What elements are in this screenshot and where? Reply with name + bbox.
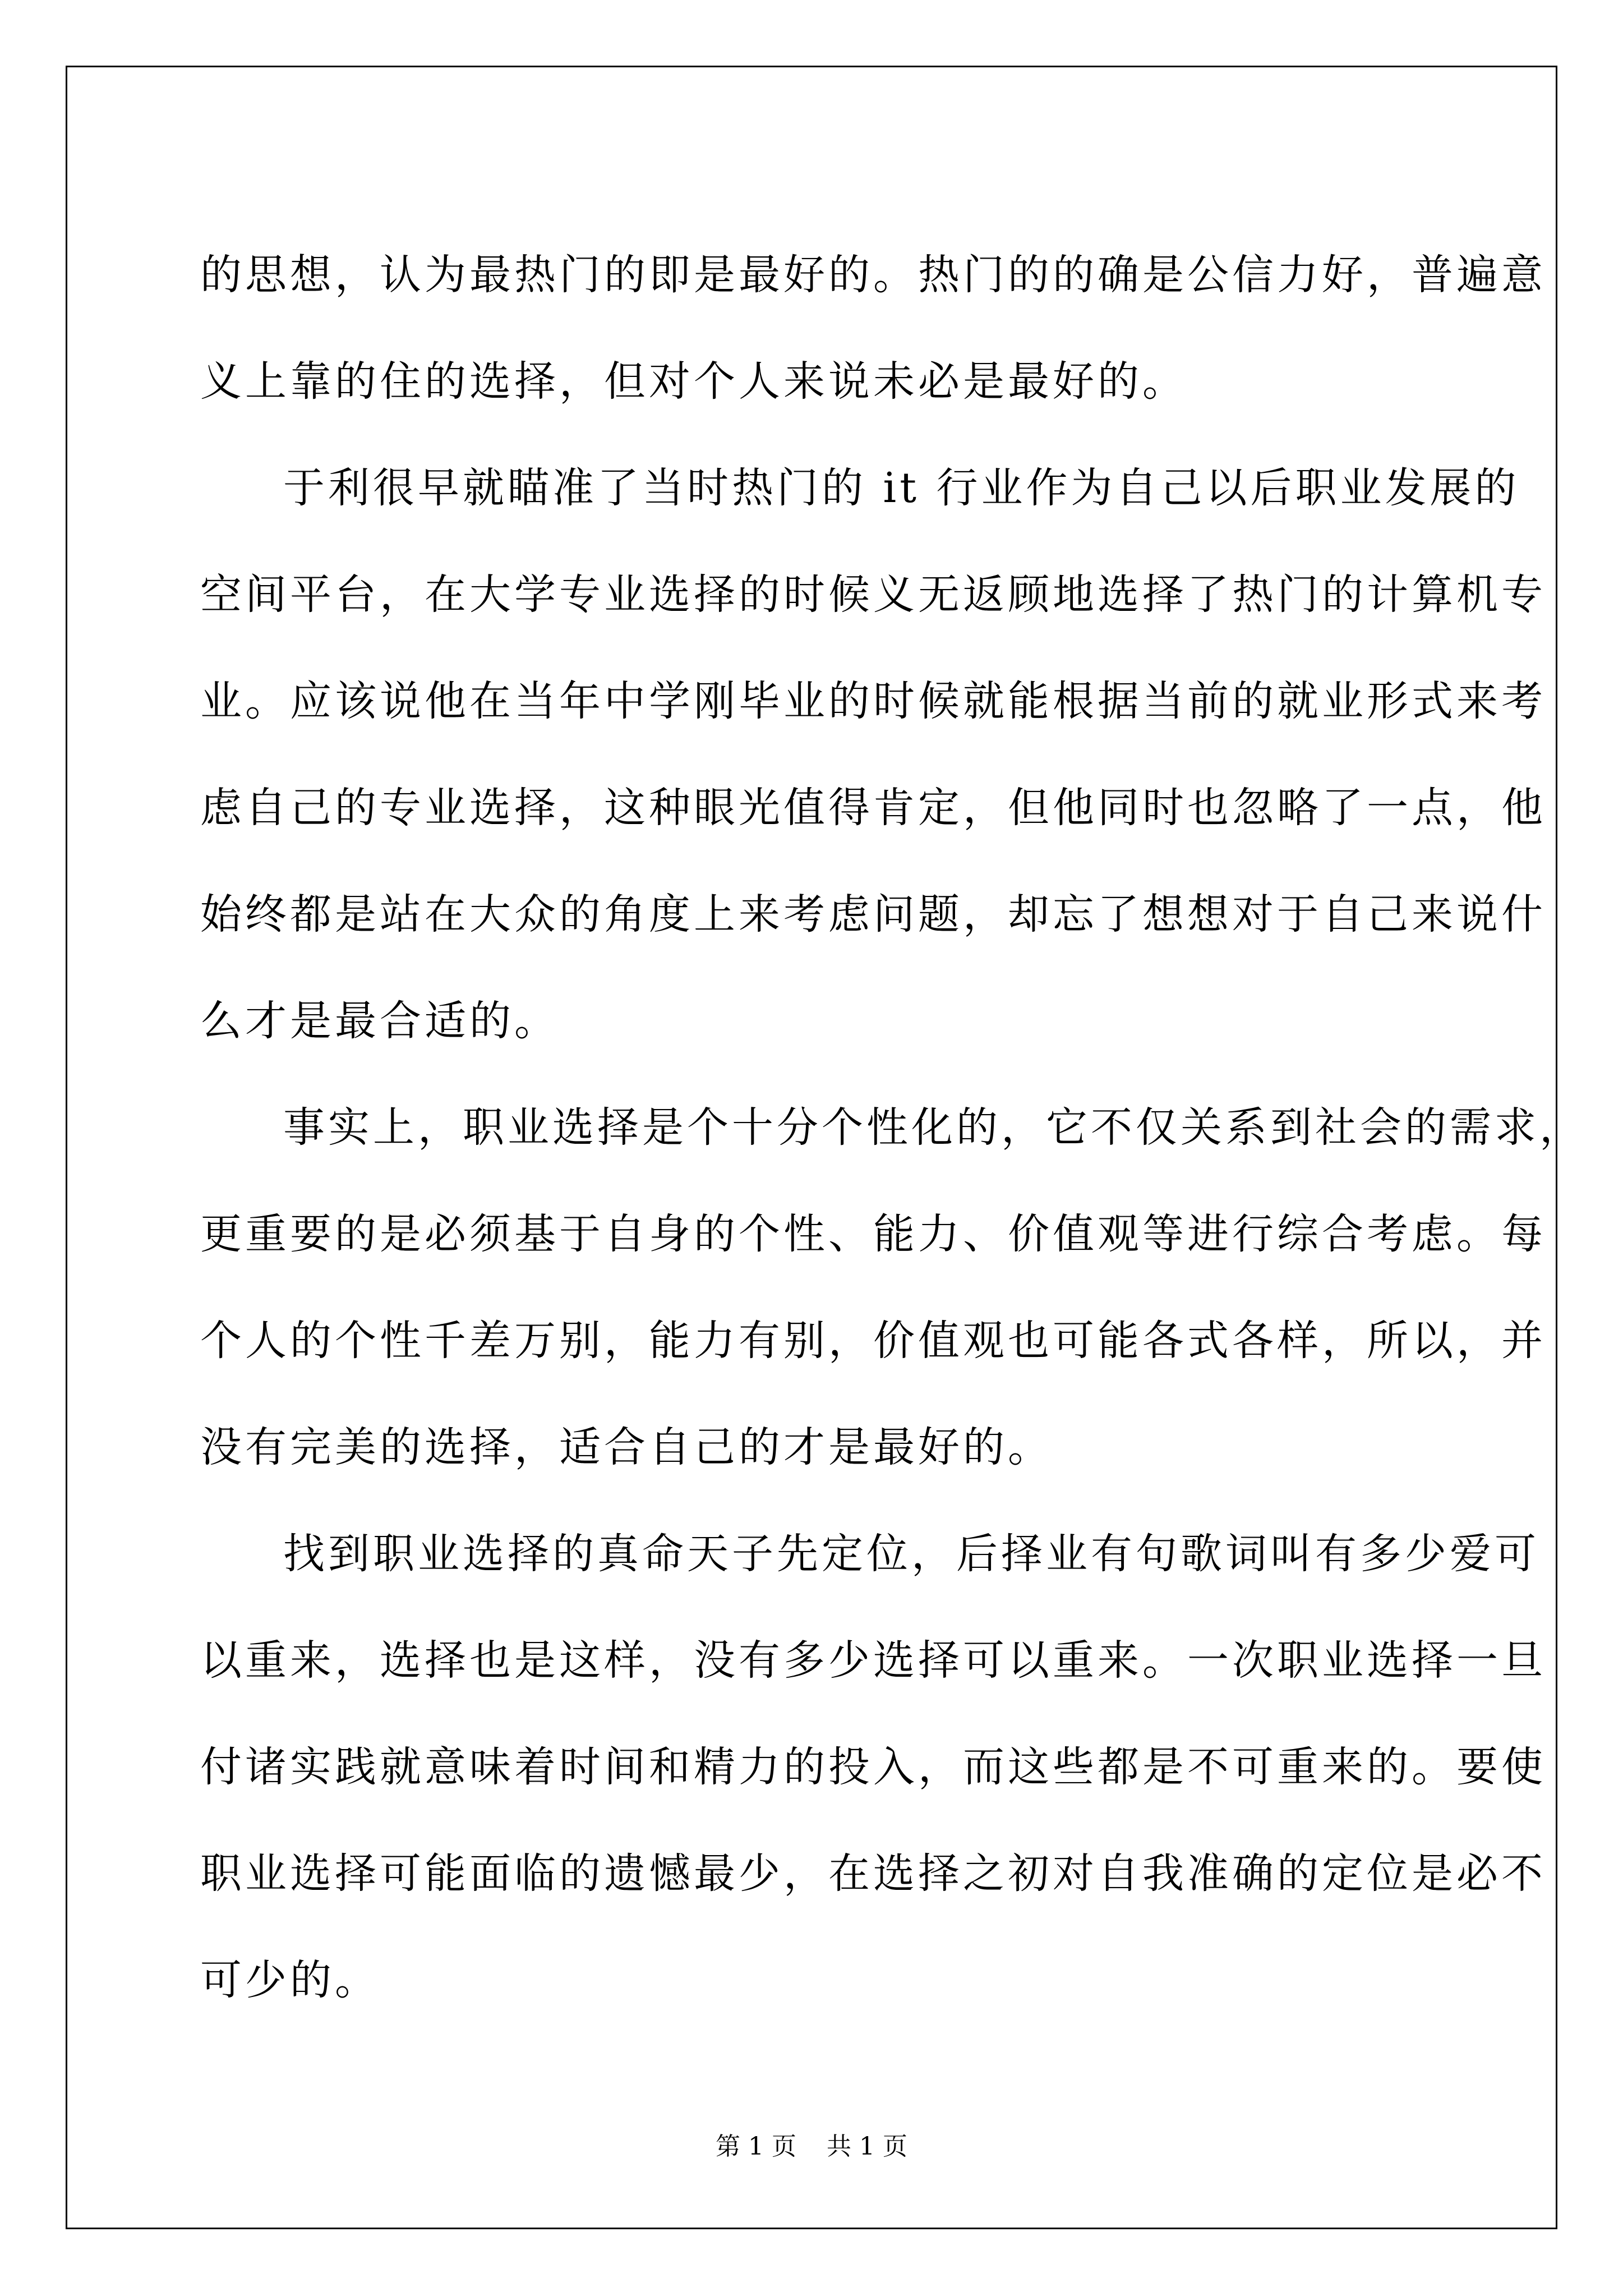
page-footer	[0, 2126, 1623, 2162]
text-line: 虑自己的专业选择，这种眼光值得肯定，但他同时也忽略了一点，他	[200, 784, 1546, 832]
text-line: 的思想，认为最热门的即是最好的。热门的的确是公信力好，普遍意	[200, 251, 1546, 299]
text-line: 可少的。	[200, 1956, 380, 2004]
text-line: 更重要的是必须基于自身的个性、能力、价值观等进行综合考虑。每	[200, 1210, 1546, 1258]
text-line: 么才是最合适的。	[200, 997, 559, 1045]
text-line: 空间平台，在大学专业选择的时候义无返顾地选择了热门的计算机专	[200, 570, 1546, 619]
text-line: 没有完美的选择，适合自己的才是最好的。	[200, 1423, 1053, 1471]
document-body	[200, 222, 1584, 2033]
text-line: 职业选择可能面临的遗憾最少，在选择之初对自我准确的定位是必不	[200, 1849, 1546, 1898]
page-total: 共 1 页	[827, 2132, 907, 2161]
text-line: 找到职业选择的真命天子先定位，后择业有句歌词叫有多少爱可	[283, 1530, 1539, 1578]
text-line: 以重来，选择也是这样，没有多少选择可以重来。一次职业选择一旦	[200, 1636, 1546, 1685]
text-line: 业。应该说他在当年中学刚毕业的时候就能根据当前的就业形式来考	[200, 677, 1546, 725]
text-line: 事实上，职业选择是个十分个性化的，它不仅关系到社会的需求，	[283, 1103, 1584, 1152]
text-line: 始终都是站在大众的角度上来考虑问题，却忘了想想对于自己来说什	[200, 890, 1546, 938]
text-line: 于利很早就瞄准了当时热门的 it 行业作为自己以后职业发展的	[283, 464, 1520, 512]
text-line: 个人的个性千差万别，能力有别，价值观也可能各式各样，所以，并	[200, 1317, 1546, 1365]
text-line: 义上靠的住的选择，但对个人来说未必是最好的。	[200, 357, 1187, 406]
page-number: 第 1 页	[716, 2132, 796, 2161]
text-line: 付诸实践就意味着时间和精力的投入，而这些都是不可重来的。要使	[200, 1743, 1546, 1791]
